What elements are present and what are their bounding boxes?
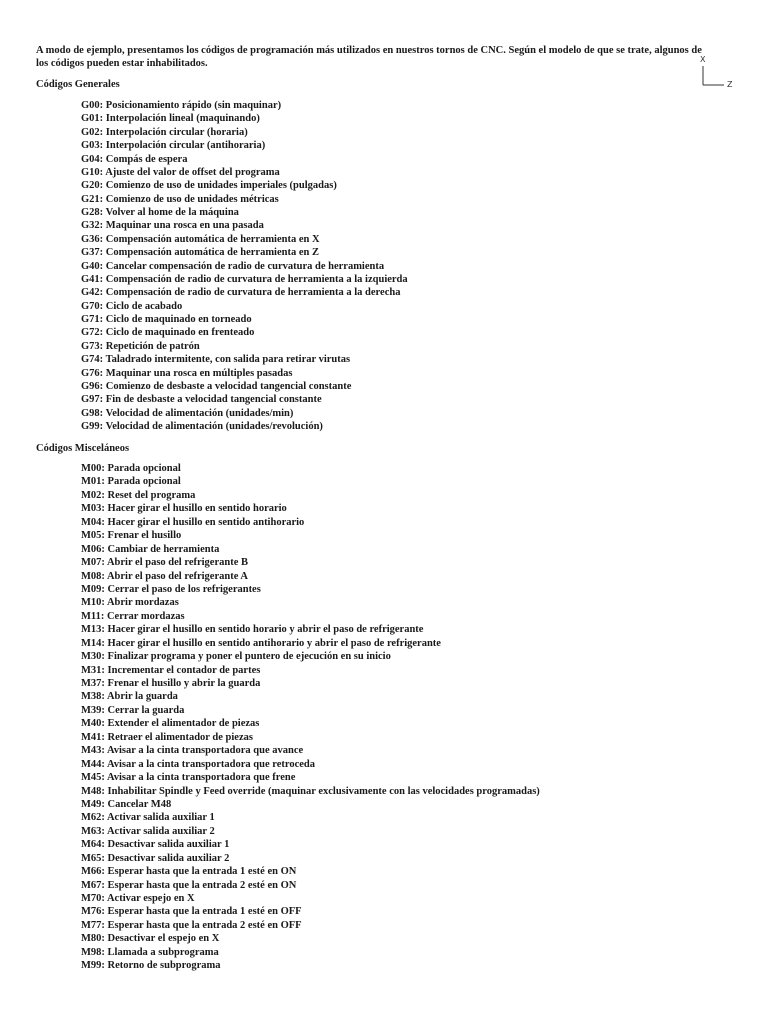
misc-code-item: M76: Esperar hasta que la entrada 1 esté en OFF: [81, 906, 302, 918]
misc-code-item: M62: Activar salida auxiliar 1: [81, 812, 215, 824]
misc-code-item: M98: Llamada a subprograma: [81, 946, 219, 958]
general-code-item: G20: Comienzo de uso de unidades imperiales (pulgadas): [81, 180, 337, 192]
misc-code-item: M40: Extender el alimentador de piezas: [81, 718, 260, 730]
misc-code-item: M65: Desactivar salida auxiliar 2: [81, 852, 230, 864]
general-codes-heading: Códigos Generales: [36, 79, 120, 90]
misc-code-item: M09: Cerrar el paso de los refrigerantes: [81, 583, 261, 595]
general-code-item: G36: Compensación automática de herramienta en X: [81, 233, 320, 245]
misc-code-item: M08: Abrir el paso del refrigerante A: [81, 570, 248, 582]
general-code-item: G70: Ciclo de acabado: [81, 300, 183, 312]
general-code-item: G72: Ciclo de maquinado en frenteado: [81, 327, 255, 339]
general-code-item: G00: Posicionamiento rápido (sin maquinar): [81, 100, 282, 111]
general-code-item: G96: Comienzo de desbaste a velocidad tangencial constante: [81, 380, 352, 392]
misc-code-item: M30: Finalizar programa y poner el puntero de ejecución en su inicio: [81, 651, 391, 663]
misc-code-item: M10: Abrir mordazas: [81, 597, 179, 609]
general-code-item: G32: Maquinar una rosca en una pasada: [81, 220, 264, 232]
misc-code-item: M70: Activar espejo en X: [81, 893, 195, 904]
misc-codes-list: [81, 462, 540, 973]
misc-code-item: M13: Hacer girar el husillo en sentido horario y abrir el paso de refrigerante: [81, 624, 424, 636]
misc-code-item: M05: Frenar el husillo: [81, 530, 182, 542]
misc-code-item: M43: Avisar a la cinta transportadora que avance: [81, 745, 304, 757]
general-code-item: G01: Interpolación lineal (maquinando): [81, 113, 260, 125]
general-code-item: G21: Comienzo de uso de unidades métricas: [81, 193, 279, 205]
axis-x-label: X: [700, 55, 706, 64]
misc-code-item: M00: Parada opcional: [81, 463, 181, 474]
misc-code-item: M99: Retorno de subprograma: [81, 960, 221, 972]
misc-code-item: M01: Parada opcional: [81, 476, 181, 488]
misc-code-item: M49: Cancelar M48: [81, 798, 172, 810]
general-code-item: G71: Ciclo de maquinado en torneado: [81, 314, 252, 325]
general-code-item: G03: Interpolación circular (antihoraria): [81, 140, 266, 152]
general-code-item: G37: Compensación automática de herramienta en Z: [81, 247, 319, 259]
intro-paragraph: A modo de ejemplo, presentamos los códigos de programación más utilizados en nuestros tornos de CNC. Según el modelo de que se trate, algunos de los códigos pueden estar inhabilitados.: [36, 45, 702, 69]
misc-code-item: M77: Esperar hasta que la entrada 2 esté en OFF: [81, 919, 302, 931]
misc-code-item: M11: Cerrar mordazas: [81, 610, 185, 622]
general-code-item: G99: Velocidad de alimentación (unidades/revolución): [81, 421, 323, 432]
general-code-item: G74: Taladrado intermitente, con salida para retirar virutas: [81, 354, 351, 366]
misc-code-item: M31: Incrementar el contador de partes: [81, 664, 261, 676]
misc-code-item: M64: Desactivar salida auxiliar 1: [81, 839, 230, 851]
general-code-item: G73: Repetición de patrón: [81, 340, 200, 352]
general-code-item: G04: Compás de espera: [81, 153, 188, 165]
general-code-item: G76: Maquinar una rosca en múltiples pasadas: [81, 367, 293, 379]
general-code-item: G98: Velocidad de alimentación (unidades/min): [81, 407, 294, 419]
axis-z-label: Z: [727, 80, 733, 89]
misc-code-item: M67: Esperar hasta que la entrada 2 esté en ON: [81, 879, 297, 891]
misc-code-item: M14: Hacer girar el husillo en sentido antihorario y abrir el paso de refrigerante: [81, 637, 441, 649]
misc-code-item: M39: Cerrar la guarda: [81, 704, 185, 716]
misc-code-item: M45: Avisar a la cinta transportadora que frene: [81, 772, 296, 784]
misc-code-item: M38: Abrir la guarda: [81, 691, 178, 703]
misc-code-item: M80: Desactivar el espejo en X: [81, 933, 220, 945]
general-code-item: G40: Cancelar compensación de radio de curvatura de herramienta: [81, 260, 385, 272]
general-code-item: G97: Fin de desbaste a velocidad tangencial constante: [81, 394, 322, 406]
misc-code-item: M03: Hacer girar el husillo en sentido horario: [81, 503, 287, 515]
misc-code-item: M41: Retraer el alimentador de piezas: [81, 731, 253, 743]
general-code-item: G41: Compensación de radio de curvatura de herramienta a la izquierda: [81, 273, 408, 285]
general-code-item: G42: Compensación de radio de curvatura de herramienta a la derecha: [81, 287, 401, 299]
misc-code-item: M02: Reset del programa: [81, 489, 196, 501]
general-code-item: G10: Ajuste del valor de offset del programa: [81, 166, 280, 178]
misc-code-item: M37: Frenar el husillo y abrir la guarda: [81, 678, 261, 689]
misc-code-item: M06: Cambiar de herramienta: [81, 543, 220, 555]
general-code-item: G28: Volver al home de la máquina: [81, 207, 239, 218]
general-code-item: G02: Interpolación circular (horaria): [81, 126, 248, 138]
misc-code-item: M48: Inhabilitar Spindle y Feed override (maquinar exclusivamente con las velocidades programadas): [81, 785, 540, 797]
misc-code-item: M04: Hacer girar el husillo en sentido antihorario: [81, 516, 305, 528]
general-codes-list: [81, 99, 408, 433]
misc-code-item: M66: Esperar hasta que la entrada 1 esté en ON: [81, 866, 297, 878]
misc-codes-heading: Códigos Misceláneos: [36, 443, 130, 454]
xz-axis-diagram: [700, 54, 740, 94]
misc-code-item: M44: Avisar a la cinta transportadora que retroceda: [81, 758, 315, 770]
misc-code-item: M07: Abrir el paso del refrigerante B: [81, 557, 248, 569]
misc-code-item: M63: Activar salida auxiliar 2: [81, 825, 215, 837]
